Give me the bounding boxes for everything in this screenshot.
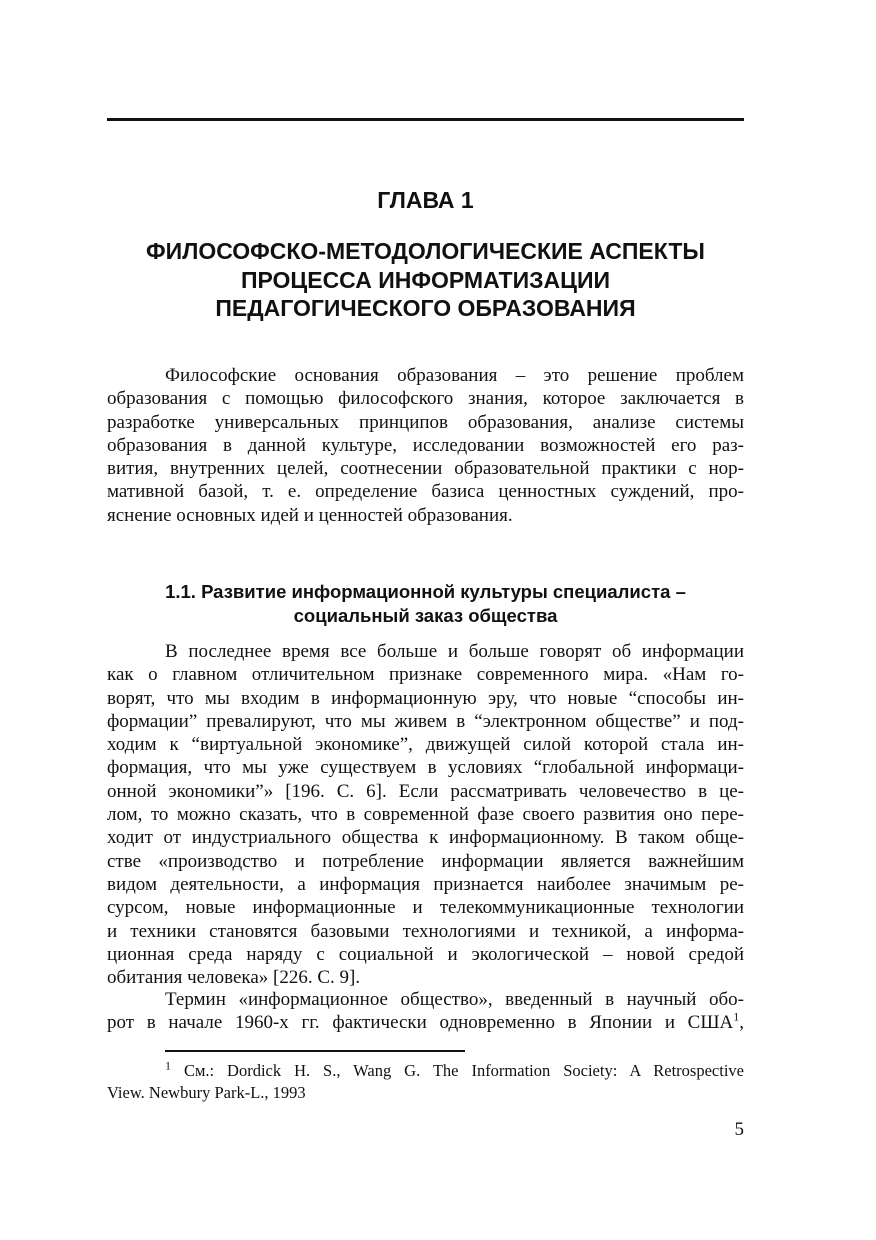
intro-paragraph bbox=[107, 364, 744, 527]
text-line: стве «производство и потребление информации является важнейшим bbox=[107, 850, 744, 872]
footnote-text: См.: Dordick H. S., Wang G. The Information Society: A Retrospective bbox=[171, 1061, 744, 1080]
text-line: ворят, что мы входим в информационную эру, что новые “способы ин- bbox=[107, 687, 744, 709]
text-line: обитания человека» [226. С. 9]. bbox=[107, 967, 361, 989]
text-line: вития, внутренних целей, соотнесении образовательной практики с нор- bbox=[107, 458, 744, 480]
footnote-marker: 1 bbox=[165, 1058, 171, 1073]
text-line bbox=[107, 1011, 744, 1034]
text-line-punctuation: , bbox=[739, 1012, 744, 1034]
footnote-reference[interactable]: 1 bbox=[733, 1009, 740, 1024]
footnote-rule bbox=[165, 1050, 465, 1052]
section-title-line: 1.1. Развитие информационной культуры специалиста – bbox=[165, 581, 686, 602]
text-line: онной экономики”» [196. С. 6]. Если рассматривать человечество в це- bbox=[107, 780, 744, 802]
text-line: сурсом, новые информационные и телекоммуникационные технологии bbox=[107, 897, 744, 919]
section-title-line: социальный заказ общества bbox=[293, 604, 558, 626]
page-number: 5 bbox=[734, 1119, 744, 1140]
section-title bbox=[107, 580, 744, 627]
text-line: образования в данной культуре, исследовании возможностей его раз- bbox=[107, 434, 744, 456]
section-paragraph bbox=[107, 988, 744, 1035]
text-line: формация, что мы уже существуем в условиях “глобальной информаци- bbox=[107, 757, 744, 779]
text-line: ходит от индустриального общества к информационному. В таком обще- bbox=[107, 827, 744, 849]
section-paragraph bbox=[107, 640, 744, 989]
footnote-line bbox=[107, 1060, 744, 1082]
text-line: В последнее время все больше и больше говорят об информации bbox=[165, 641, 744, 662]
text-line: Термин «информационное общество», введенный в научный обо- bbox=[165, 989, 744, 1010]
text-line: разработке универсальных принципов образования, анализе системы bbox=[107, 411, 744, 433]
text-line: формации” превалируют, что мы живем в “электронном обществе” и под- bbox=[107, 710, 744, 732]
footnote bbox=[107, 1060, 744, 1104]
header-rule bbox=[107, 118, 744, 121]
text-line: мативной базой, т. е. определение базиса ценностных суждений, про- bbox=[107, 481, 744, 503]
text-line: как о главном отличительном признаке современного мира. «Нам го- bbox=[107, 664, 744, 686]
text-line: Философские основания образования – это решение проблем bbox=[165, 365, 744, 386]
footnote-line: View. Newbury Park-L., 1993 bbox=[107, 1083, 306, 1102]
text-line: лом, то можно сказать, что в современной фазе своего развития оно пере- bbox=[107, 804, 744, 826]
chapter-title-line: ПРОЦЕССА ИНФОРМАТИЗАЦИИ bbox=[240, 266, 611, 293]
chapter-title-line: ПЕДАГОГИЧЕСКОГО ОБРАЗОВАНИЯ bbox=[215, 295, 636, 321]
text-line: ходим к “виртуальной экономике”, движущей силой которой стала ин- bbox=[107, 734, 744, 756]
text-line-content: рот в начале 1960-х гг. фактически одновременно в Японии и США bbox=[107, 1012, 734, 1034]
text-line: видом деятельности, а информация признается наиболее значимым ре- bbox=[107, 873, 744, 895]
text-line: и техники становятся базовыми технологиями и техникой, а информа- bbox=[107, 920, 744, 942]
text-line: образования с помощью философского знания, которое заключается в bbox=[107, 388, 744, 410]
text-line: ционная среда наряду с социальной и экологической – новой средой bbox=[107, 943, 744, 965]
chapter-title bbox=[107, 237, 744, 323]
chapter-title-line: ФИЛОСОФСКО-МЕТОДОЛОГИЧЕСКИЕ АСПЕКТЫ bbox=[146, 238, 705, 264]
text-line: яснение основных идей и ценностей образования. bbox=[107, 504, 513, 526]
chapter-label: ГЛАВА 1 bbox=[377, 187, 474, 213]
